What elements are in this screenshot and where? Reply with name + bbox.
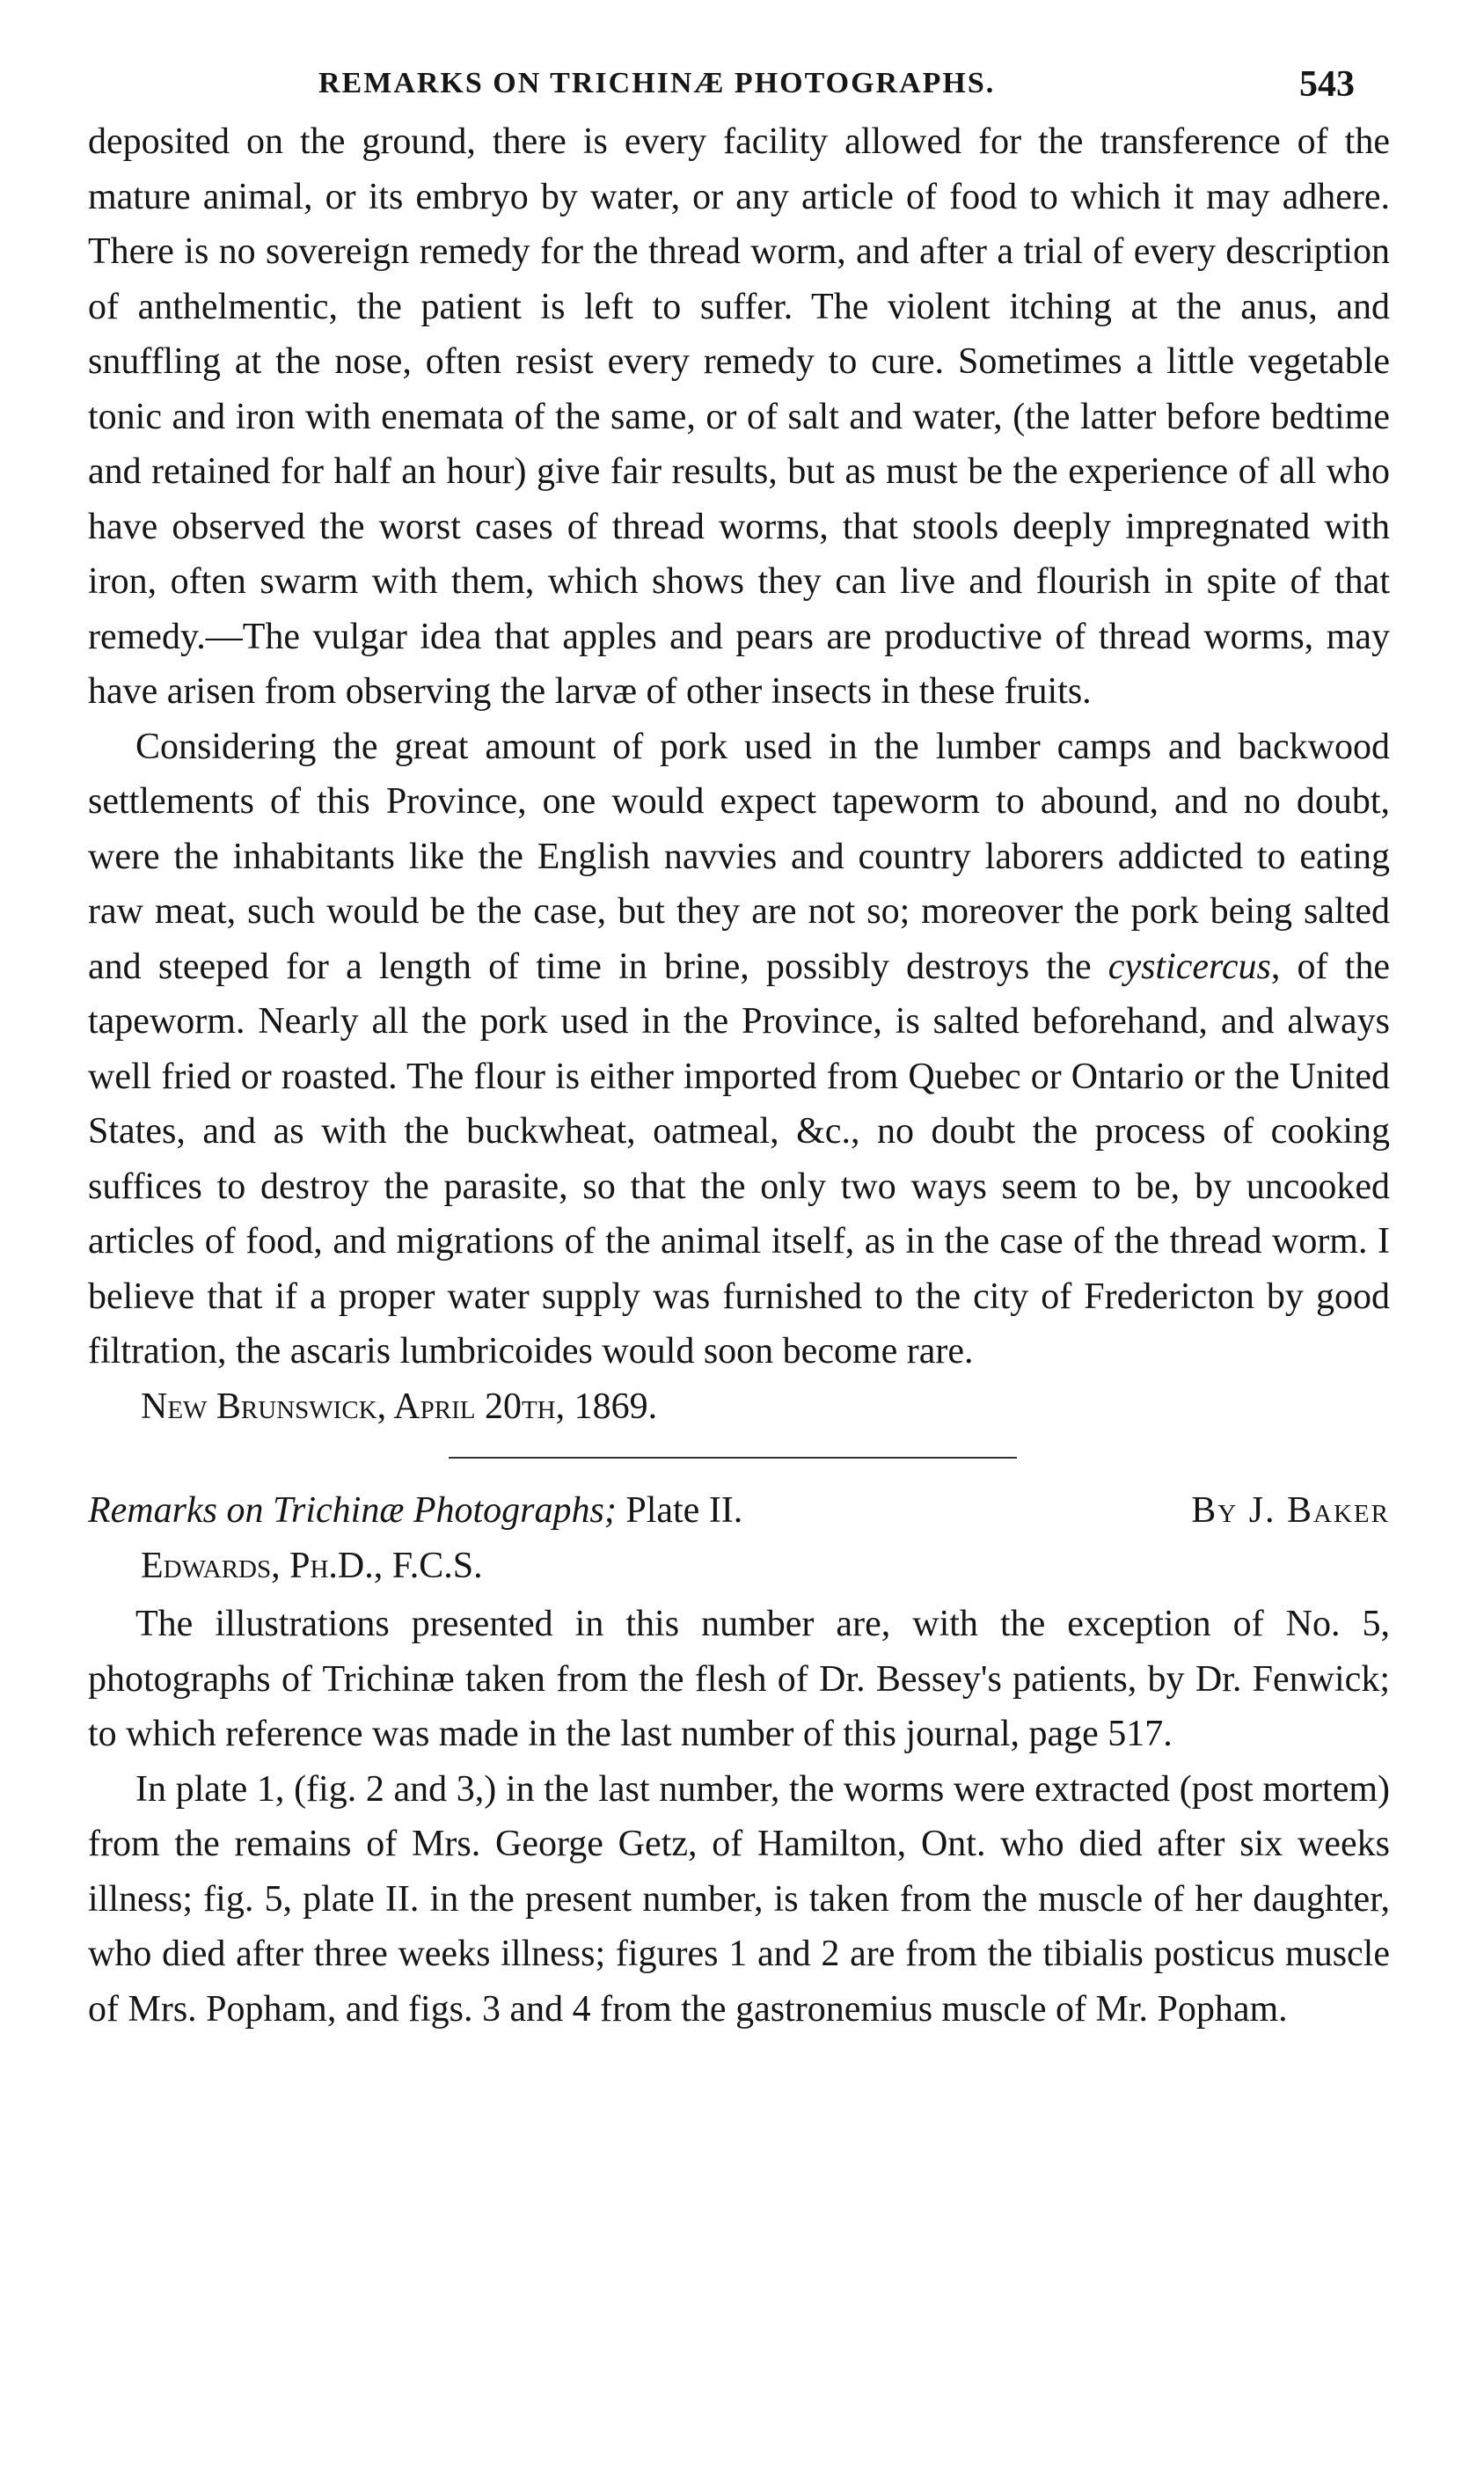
running-head [88, 53, 1390, 114]
article-body [88, 1597, 1390, 2037]
article-paragraph-illustrations: The illustrations presented in this number are, with the exception of No. 5, photographs of Trichinæ taken from the flesh of Dr. Bessey's patients, by Dr. Fenwick; to which reference was made in the last number of this journal, page 517. [88, 1604, 1390, 1754]
article-plate: Plate II. [616, 1490, 743, 1531]
article-title: Remarks on Trichinæ Photographs; [88, 1490, 617, 1531]
paragraph-tapeworm [88, 720, 1390, 1379]
article-paragraph-plate-one: In plate 1, (fig. 2 and 3,) in the last number, the worms were extracted (post mortem) from the remains of Mrs. George Getz, of Hamilton, Ont. who died after six weeks illness; fig. 5, plate II. in the present number, is taken from the muscle of her daughter, who died after three weeks illness; figures 1 and 2 are from the tibialis posticus muscle of Mrs. Popham, and figs. 3 and 4 from the gastronemius muscle of Mr. Popham. [88, 1768, 1390, 2030]
paragraph-tapeworm-before: Considering the great amount of pork used in the lumber camps and backwood settlements of this Province, one would expect tapeworm to abound, and no doubt, were the inhabitants like the English navvies and country laborers addicted to eating raw meat, such would be the case, but they are not so; moreover the pork being salted and steeped for a length of time in brine, possibly destroys the [88, 726, 1390, 987]
article-heading [88, 1483, 1390, 1593]
paragraph-thread-worm: deposited on the ground, there is every facility allowed for the transference of the mature animal, or its embryo by water, or any article of food to which it may adhere. There is no sovereign remedy for the thread worm, and after a trial of every description of anthelmentic, the patient is left to suffer. The violent itching at the anus, and snuffling at the nose, often resist every remedy to cure. Sometimes a little vegetable tonic and iron with enemata of the same, or of salt and water, (the latter before bedtime and retained for half an hour) give fair results, but as must be the experience of all who have observed the worst cases of thread worms, that stools deeply impregnated with iron, often swarm with them, which shows they can live and flourish in spite of that remedy.—The vulgar idea that apples and pears are productive of thread worms, may have arisen from observing the larvæ of other insects in these fruits. [88, 121, 1390, 712]
page-number: 543 [1299, 64, 1355, 105]
signoff-place-date: New Brunswick, April 20th, 1869. [141, 1386, 658, 1427]
term-cysticercus: cysticercus [1108, 946, 1271, 987]
article-author-rest: Edwards, Ph.D., F.C.S. [141, 1545, 483, 1586]
paragraph-tapeworm-after: , of the tapeworm. Nearly all the pork used in the Province, is salted beforehand, and always well fried or roasted. The flour is either imported from Quebec or Ontario or the United States, and as with the buckwheat, oatmeal, &c., no doubt the process of cooking suffices to destroy the parasite, so that the only two ways seem to be, by uncooked articles of food, and migrations of the animal itself, as in the case of the thread worm. I believe that if a proper water supply was furnished to the city of Fredericton by good filtration, the ascaris lumbricoides would soon become rare. [88, 946, 1390, 1372]
article-author-start: By J. Baker [1191, 1490, 1390, 1531]
journal-page [88, 53, 1390, 2037]
running-title: REMARKS ON TRICHINÆ PHOTOGRAPHS. [318, 67, 996, 99]
article-title-line [88, 1483, 1390, 1539]
section-divider [449, 1457, 1017, 1459]
